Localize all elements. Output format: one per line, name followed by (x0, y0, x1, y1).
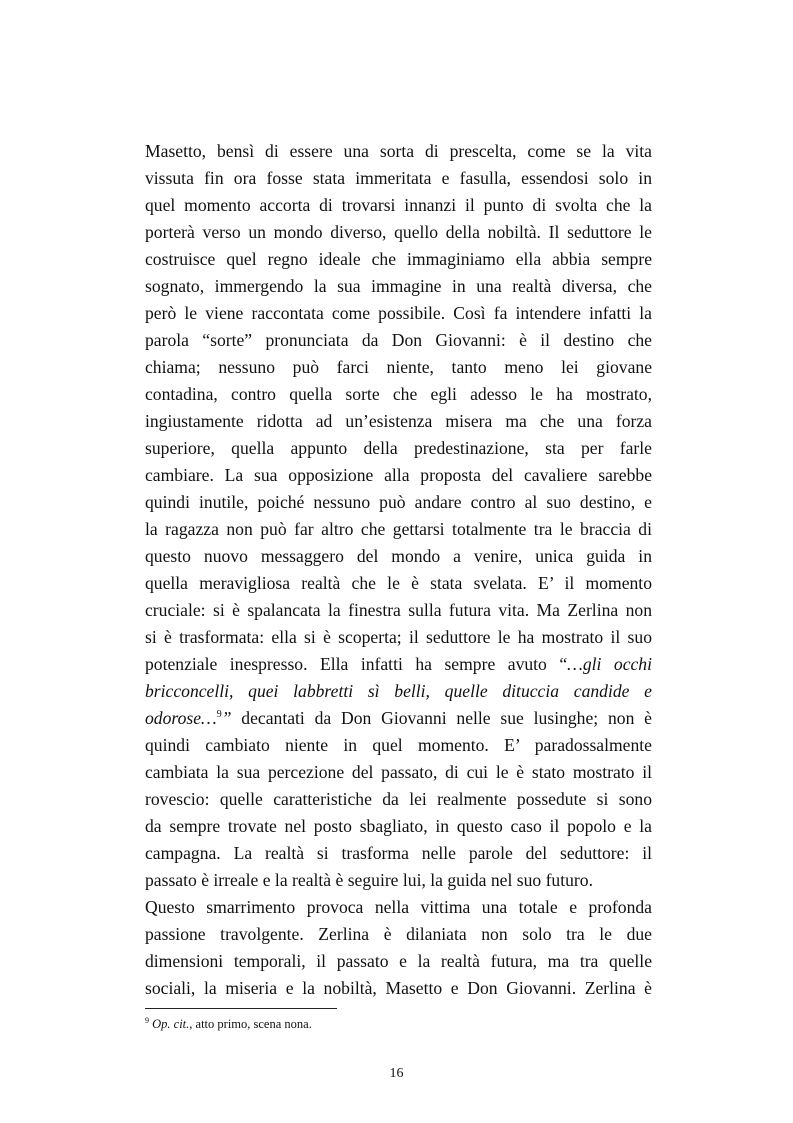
text-segment: decantati da Don Giovanni nelle sue lusinghe; non è (231, 708, 652, 728)
text-line-10: contadina, contro quella sorte che egli adesso le ha mostrato, (145, 384, 652, 404)
text-line-32: sociali, la miseria e la nobiltà, Masetto e Don Giovanni. Zerlina è (145, 978, 652, 998)
text-line-20 (145, 654, 652, 674)
text-line-27: campagna. La realtà si trasforma nelle parole del seduttore: il (145, 843, 652, 863)
text-line-11: ingiustamente ridotta ad un’esistenza misera ma che una forza (145, 411, 652, 431)
text-line-8: parola “sorte” pronunciata da Don Giovanni: è il destino che (145, 330, 652, 350)
text-line-23: quindi cambiato niente in quel momento. E’ paradossalmente (145, 735, 652, 755)
text-line-2: vissuta fin ora fosse stata immeritata e fasulla, essendosi solo in (145, 168, 652, 188)
footnote-ref: Op. cit. (152, 1017, 190, 1031)
footnote-marker: 9 (145, 1016, 149, 1025)
text-line-22 (145, 708, 652, 728)
text-line-24: cambiata la sua percezione del passato, di cui le è stato mostrato il (145, 762, 652, 782)
footnote (145, 1016, 312, 1032)
text-line-31: dimensioni temporali, il passato e la realtà futura, ma tra quelle (145, 951, 652, 971)
text-line-29: Questo smarrimento provoca nella vittima una totale e profonda (145, 897, 652, 917)
text-line-14: quindi inutile, poiché nessuno può andare contro al suo destino, e (145, 492, 652, 512)
text-line-9: chiama; nessuno può farci niente, tanto meno lei giovane (145, 357, 652, 377)
text-line-7: però le viene raccontata come possibile. Così fa intendere infatti la (145, 303, 652, 323)
text-line-1: Masetto, bensì di essere una sorta di prescelta, come se la vita (145, 141, 652, 161)
page-number: 16 (389, 1066, 404, 1081)
quote-italic: odorose… (145, 708, 217, 728)
quote-italic: bricconcelli, quei labbretti sì belli, quelle dituccia candide e (145, 681, 652, 701)
footnote-ref-marker: 9 (216, 709, 222, 720)
text-line-25: rovescio: quelle caratteristiche da lei realmente possedute si sono (145, 789, 652, 809)
quote-close: ” (221, 708, 232, 728)
text-line-15: la ragazza non può far altro che gettarsi totalmente tra le braccia di (145, 519, 652, 539)
footnote-divider (145, 1008, 337, 1009)
text-line-12: superiore, quella appunto della predestinazione, sta per farle (145, 438, 652, 458)
text-line-30: passione travolgente. Zerlina è dilaniata non solo tra le due (145, 924, 652, 944)
text-line-17: quella meravigliosa realtà che le è stata svelata. E’ il momento (145, 573, 652, 593)
text-line-19: si è trasformata: ella si è scoperta; il seduttore le ha mostrato il suo (145, 627, 652, 647)
text-line-5: costruisce quel regno ideale che immaginiamo ella abbia sempre (145, 249, 652, 269)
text-line-4: porterà verso un mondo diverso, quello della nobiltà. Il seduttore le (145, 222, 652, 242)
text-segment: potenziale inespresso. Ella infatti ha sempre avuto “ (145, 654, 568, 674)
text-line-18: cruciale: si è spalancata la finestra sulla futura vita. Ma Zerlina non (145, 600, 652, 620)
text-line-3: quel momento accorta di trovarsi innanzi il punto di svolta che la (145, 195, 652, 215)
text-line-13: cambiare. La sua opposizione alla proposta del cavaliere sarebbe (145, 465, 652, 485)
text-line-21 (145, 681, 652, 701)
quote-italic: …gli occhi (567, 654, 652, 674)
text-line-16: questo nuovo messaggero del mondo a venire, unica guida in (145, 546, 652, 566)
text-line-26: da sempre trovate nel posto sbagliato, in questo caso il popolo e la (145, 816, 652, 836)
text-line-6: sognato, immergendo la sua immagine in una realtà diversa, che (145, 276, 652, 296)
footnote-text: , atto primo, scena nona. (189, 1017, 312, 1031)
text-line-28: passato è irreale e la realtà è seguire lui, la guida nel suo futuro. (145, 870, 593, 890)
